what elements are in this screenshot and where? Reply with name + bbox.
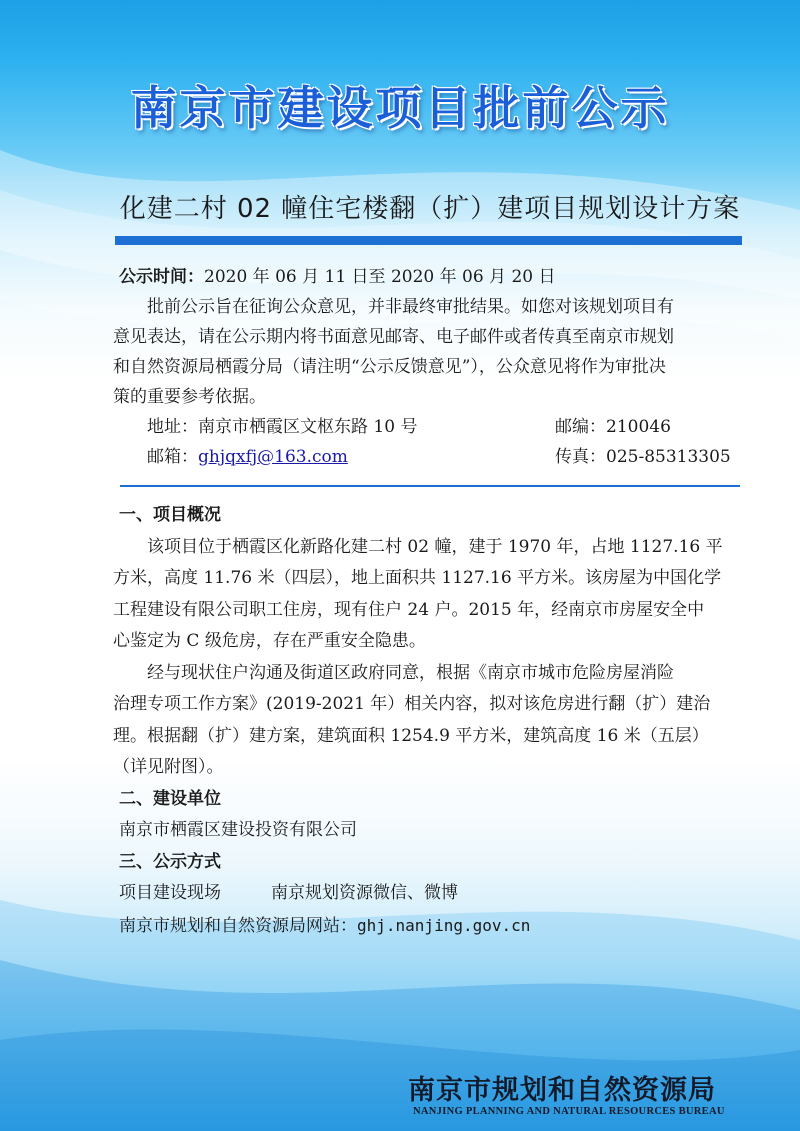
fax-label: 传真： — [555, 447, 606, 467]
overview-line: 治理专项工作方案》(2019-2021 年）相关内容，拟对该危房进行翻（扩）建治 — [113, 694, 711, 714]
footer-org-english: NANJING PLANNING AND NATURAL RESOURCES BUREAU — [413, 1106, 725, 1117]
overview-line: （详见附图）。 — [113, 757, 224, 777]
notice-intro-line: 和自然资源局栖霞分局（请注明“公示反馈意见”），公众意见将作为审批决 — [113, 357, 666, 377]
notice-time-label: 公示时间： — [119, 267, 204, 287]
project-title: 化建二村 02 幢住宅楼翻（扩）建项目规划设计方案 — [119, 194, 741, 224]
notice-intro-line: 批前公示旨在征询公众意见，并非最终审批结果。如您对该规划项目有 — [147, 297, 674, 317]
email-link[interactable]: ghjqxfj@163.com — [198, 447, 348, 467]
method-site: 项目建设现场 — [119, 883, 221, 903]
notice-intro-line: 意见表达，请在公示期内将书面意见邮寄、电子邮件或者传真至南京市规划 — [113, 327, 674, 347]
email-label: 邮箱： — [147, 447, 198, 467]
address-row — [113, 412, 753, 442]
postcode-label: 邮编： — [555, 417, 606, 437]
website-row — [113, 910, 763, 943]
overview-line: 经与现状住户沟通及街道区政府同意，根据《南京市城市危险房屋消险 — [147, 662, 674, 683]
notice-time — [113, 262, 753, 292]
builder-value: 南京市栖霞区建设投资有限公司 — [119, 820, 357, 840]
contact-row — [113, 442, 753, 472]
overview-heading: 一、项目概况 — [119, 505, 221, 525]
notice-block — [113, 262, 753, 472]
overview-line: 心鉴定为 C 级危房，存在严重安全隐患。 — [113, 631, 426, 651]
notice-time-value: 2020 年 06 月 11 日至 2020 年 06 月 20 日 — [204, 267, 556, 287]
method-row — [113, 878, 763, 910]
website-link[interactable]: ghj.nanjing.gov.cn — [357, 915, 531, 935]
address-label: 地址： — [147, 417, 198, 437]
notice-intro-line: 策的重要参考依据。 — [113, 387, 266, 407]
postcode-value: 210046 — [606, 417, 671, 437]
overview-line: 工程建设有限公司职工住房，现有住户 24 户。2015 年，经南京市房屋安全中 — [113, 599, 705, 620]
title-underline — [115, 236, 742, 245]
address-value: 南京市栖霞区文枢东路 10 号 — [198, 417, 418, 437]
method-heading: 三、公示方式 — [119, 851, 221, 872]
builder-heading: 二、建设单位 — [119, 788, 221, 809]
fax-value: 025-85313305 — [606, 447, 731, 467]
details-block — [113, 500, 763, 942]
overview-line: 理。根据翻（扩）建方案，建筑面积 1254.9 平方米，建筑高度 16 米（五层） — [113, 725, 709, 746]
footer-org-name: 南京市规划和自然资源局 — [408, 1075, 716, 1106]
overview-line: 方米，高度 11.76 米（四层），地上面积共 1127.16 平方米。该房屋为中国化学 — [113, 568, 722, 588]
section-divider — [120, 485, 740, 487]
website-label: 南京市规划和自然资源局网站： — [119, 915, 357, 936]
method-wechat: 南京规划资源微信、微博 — [271, 883, 458, 903]
page-title: 南京市建设项目批前公示 — [130, 81, 670, 135]
overview-line: 该项目位于栖霞区化新路化建二村 02 幢，建于 1970 年，占地 1127.16 平 — [147, 536, 723, 557]
